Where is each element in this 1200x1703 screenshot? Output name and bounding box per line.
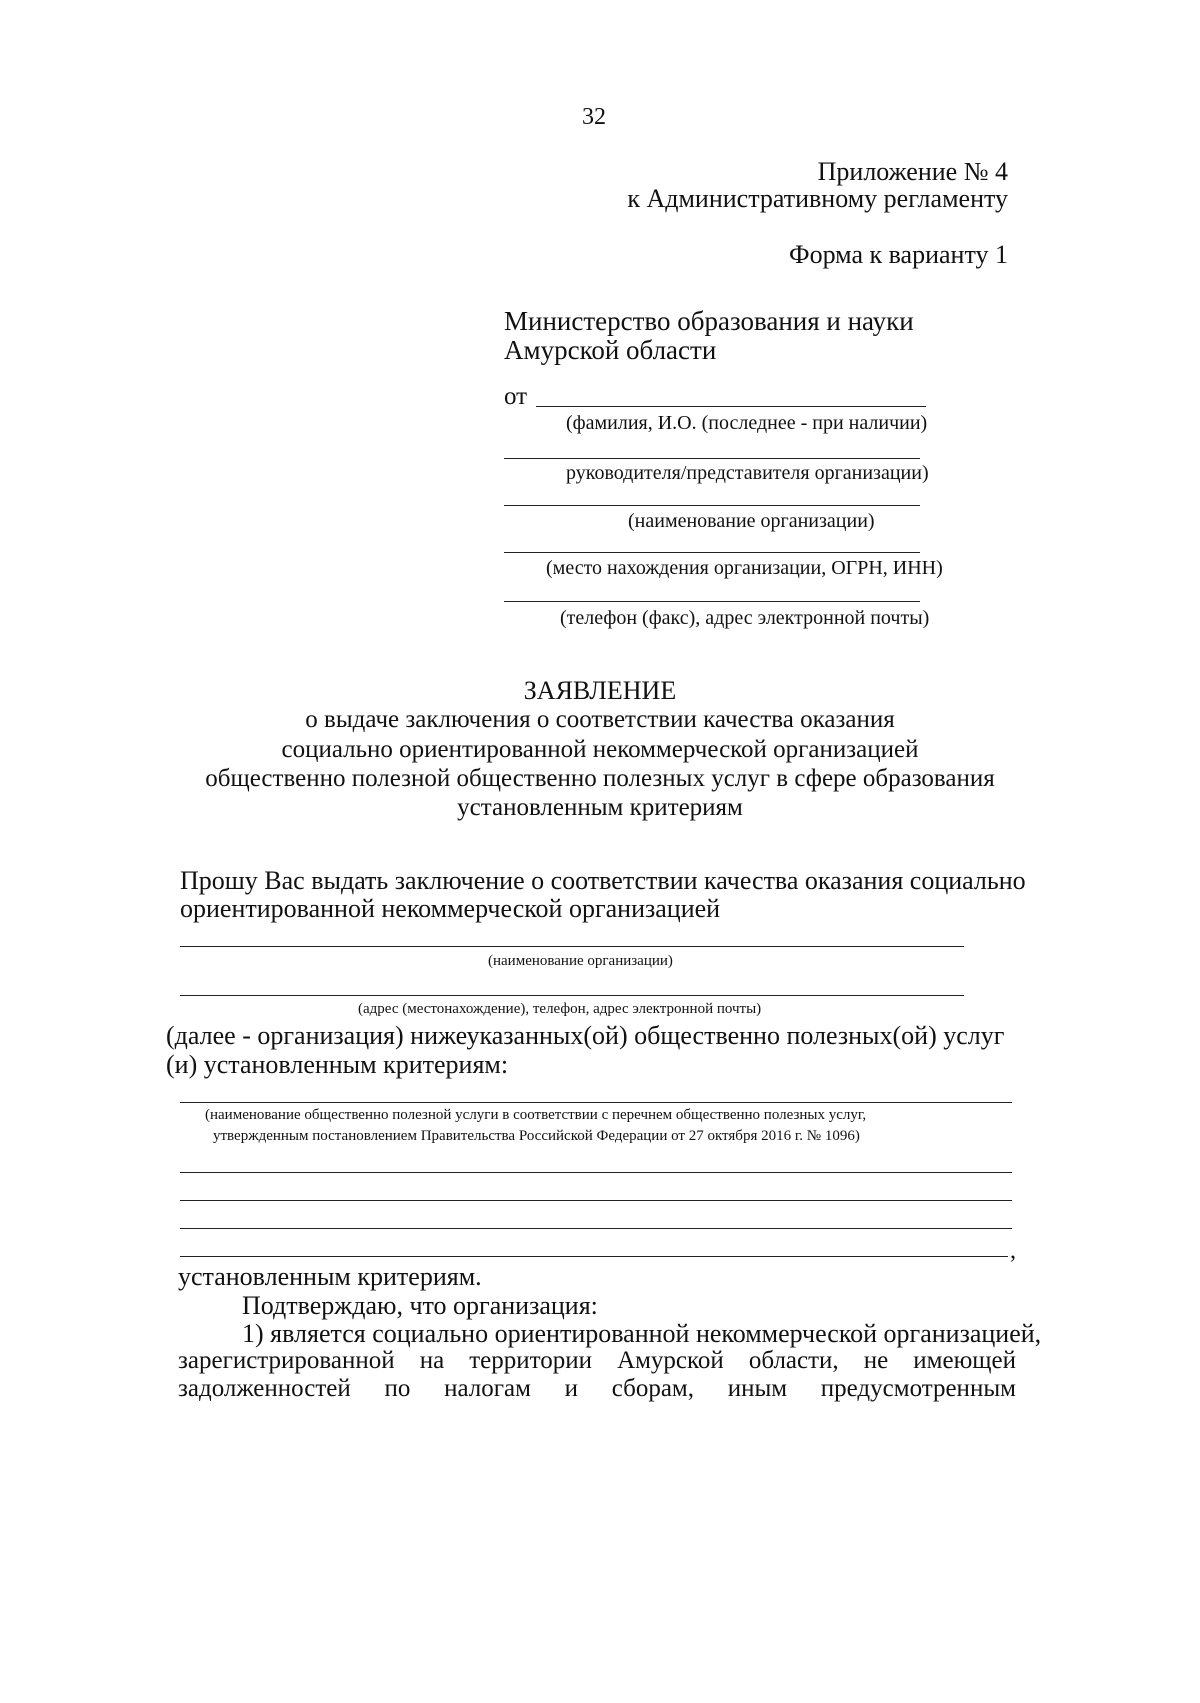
address-field-line bbox=[180, 995, 964, 996]
title-line-4: установленным критериям bbox=[457, 794, 743, 821]
trailing-comma: , bbox=[1010, 1238, 1016, 1264]
word: задолженностей bbox=[178, 1375, 351, 1402]
caption-service-2: утвержденным постановлением Правительства Российской Федерации от 27 октября 2016 г. № 1096) bbox=[213, 1128, 860, 1144]
caption-org: (наименование организации) bbox=[628, 510, 875, 532]
word: не bbox=[863, 1347, 889, 1374]
further-line-1: (далее - организация) нижеуказанных(ой) общественно полезных(ой) услуг bbox=[166, 1021, 1005, 1050]
caption-service-1: (наименование общественно полезной услуги в соответствии с перечнем общественно полезных услуг, bbox=[205, 1107, 867, 1123]
fio-field-line bbox=[536, 406, 926, 407]
caption-head: руководителя/представителя организации) bbox=[566, 462, 929, 484]
org-field-line bbox=[504, 505, 920, 506]
from-label: от bbox=[504, 383, 528, 410]
addressee-line-2: Амурской области bbox=[504, 335, 717, 365]
service-field-line bbox=[180, 1102, 1012, 1103]
word: Амурской bbox=[617, 1347, 724, 1374]
further-line-2: (и) установленным критериям: bbox=[166, 1050, 509, 1079]
word: предусмотренным bbox=[820, 1375, 1016, 1402]
word: на bbox=[419, 1347, 445, 1374]
word: территории bbox=[469, 1347, 592, 1374]
request-line-2: ориентированной некоммерческой организацией bbox=[180, 894, 721, 923]
appendix-number: Приложение № 4 bbox=[817, 157, 1008, 186]
caption-phone: (телефон (факс), адрес электронной почты) bbox=[560, 607, 930, 629]
item-1-line-3 bbox=[178, 1375, 1016, 1403]
location-field-line bbox=[504, 552, 920, 553]
form-variant: Форма к варианту 1 bbox=[789, 240, 1008, 269]
word: имеющей bbox=[913, 1347, 1016, 1374]
title-line-1: о выдаче заключения о соответствии качества оказания bbox=[305, 706, 895, 733]
word: и bbox=[564, 1375, 578, 1402]
request-line-1: Прошу Вас выдать заключение о соответствии качества оказания социально bbox=[180, 866, 1026, 895]
document-heading: ЗАЯВЛЕНИЕ bbox=[523, 676, 677, 705]
caption-location: (место нахождения организации, ОГРН, ИНН) bbox=[546, 557, 943, 579]
head-field-line bbox=[504, 458, 920, 459]
item-1-line-2 bbox=[178, 1347, 1016, 1375]
blank-line-2 bbox=[180, 1200, 1012, 1201]
blank-line-3 bbox=[180, 1228, 1012, 1229]
phone-field-line bbox=[504, 601, 920, 602]
criteria-line: установленным критериям. bbox=[178, 1262, 482, 1291]
blank-line-1 bbox=[180, 1172, 1012, 1173]
word: иным bbox=[727, 1375, 788, 1402]
word: зарегистрированной bbox=[178, 1347, 395, 1374]
item-1-line-1: 1) является социально ориентированной некоммерческой организацией, bbox=[242, 1319, 1042, 1348]
blank-line-4 bbox=[180, 1256, 1008, 1257]
word: сборам, bbox=[611, 1375, 694, 1402]
confirm-line: Подтверждаю, что организация: bbox=[242, 1291, 598, 1320]
org-name-field-line bbox=[180, 946, 964, 947]
word: области, bbox=[748, 1347, 839, 1374]
caption-org-name: (наименование организации) bbox=[488, 953, 673, 969]
addressee-line-1: Министерство образования и науки bbox=[504, 306, 914, 336]
word: по bbox=[384, 1375, 411, 1402]
word: налогам bbox=[444, 1375, 531, 1402]
caption-address: (адрес (местонахождение), телефон, адрес электронной почты) bbox=[358, 1001, 762, 1017]
caption-fio: (фамилия, И.О. (последнее - при наличии) bbox=[566, 412, 928, 434]
title-line-3: общественно полезной общественно полезных услуг в сфере образования bbox=[205, 765, 995, 792]
title-line-2: социально ориентированной некоммерческой организацией bbox=[281, 736, 919, 763]
page-number: 32 bbox=[582, 104, 606, 130]
appendix-to: к Административному регламенту bbox=[627, 184, 1008, 213]
